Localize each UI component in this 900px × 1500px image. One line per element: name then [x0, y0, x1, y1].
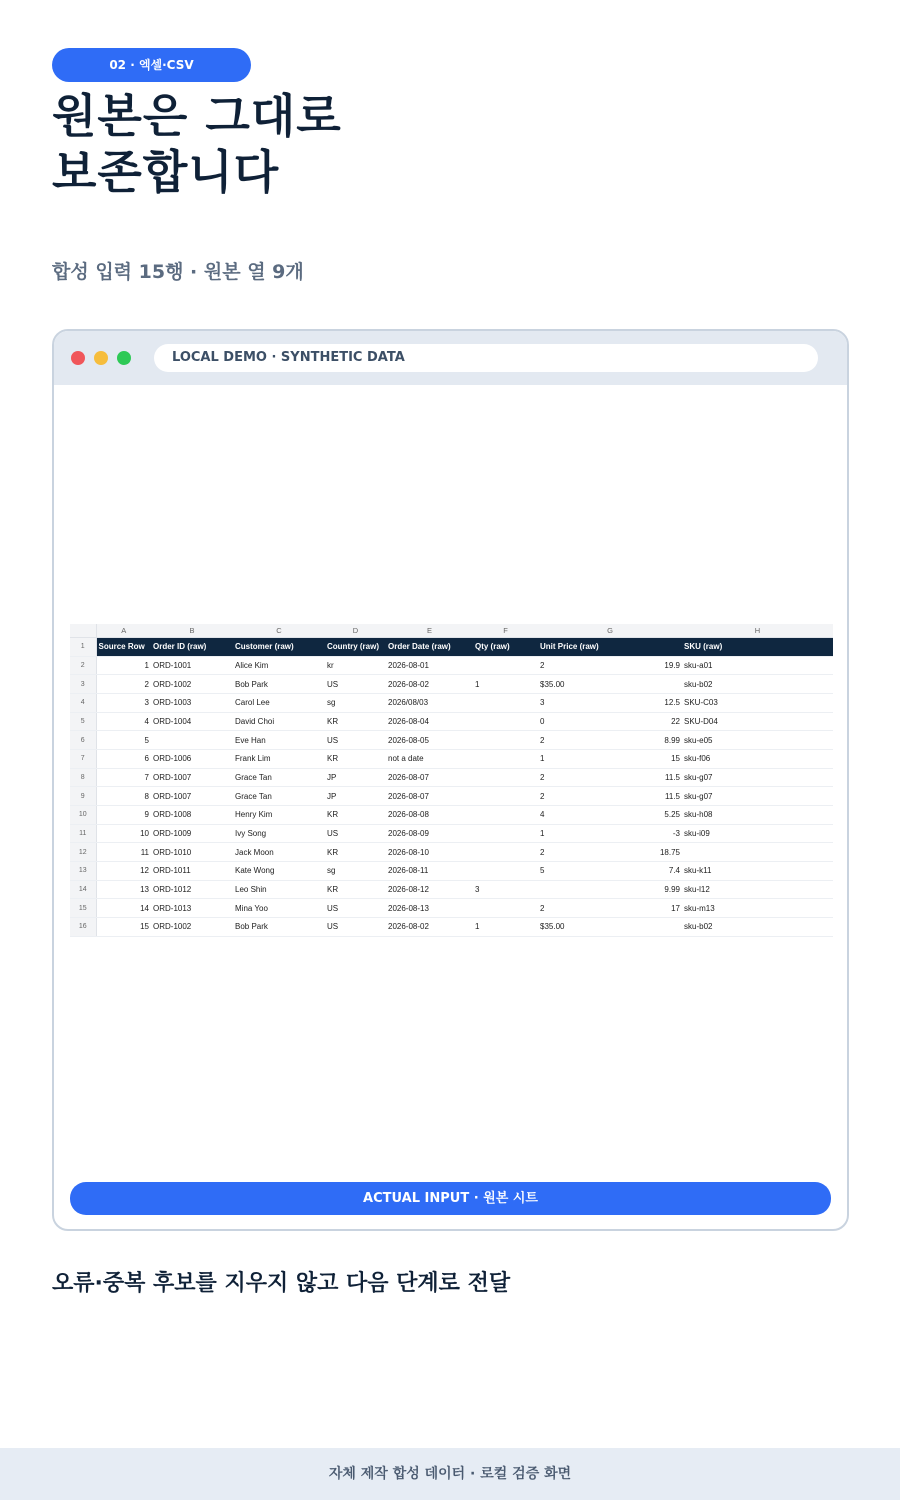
table-cell[interactable]: 12.5 [609, 693, 682, 712]
column-letter-c[interactable]: C [233, 624, 325, 637]
table-cell[interactable]: sg [325, 693, 386, 712]
row-number[interactable]: 3 [70, 675, 96, 694]
table-cell[interactable]: KR [325, 806, 386, 825]
table-cell[interactable]: not a date [386, 749, 473, 768]
table-cell[interactable]: 18.75 [609, 843, 682, 862]
table-cell[interactable]: 17 [609, 899, 682, 918]
table-row [70, 768, 833, 787]
table-cell[interactable]: Alice Kim [233, 656, 325, 675]
table-cell[interactable]: 2 [538, 731, 609, 750]
table-cell[interactable]: Grace Tan [233, 768, 325, 787]
table-cell[interactable]: sku-g07 [682, 768, 833, 787]
table-cell[interactable] [473, 862, 538, 881]
actual-input-button[interactable]: ACTUAL INPUT · 원본 시트 [70, 1182, 831, 1215]
address-bar: LOCAL DEMO · SYNTHETIC DATA [154, 344, 818, 372]
table-cell[interactable]: 2026-08-12 [386, 880, 473, 899]
table-cell[interactable]: US [325, 824, 386, 843]
table-cell[interactable]: 3 [473, 880, 538, 899]
table-cell[interactable]: 5 [96, 731, 151, 750]
table-cell[interactable]: 2 [538, 843, 609, 862]
row-number[interactable]: 7 [70, 749, 96, 768]
table-cell[interactable]: Jack Moon [233, 843, 325, 862]
table-row [70, 824, 833, 843]
table-row [70, 712, 833, 731]
table-cell[interactable]: 1 [538, 749, 609, 768]
table-cell[interactable]: 9.99 [609, 880, 682, 899]
table-cell[interactable]: Kate Wong [233, 862, 325, 881]
title-line-1: 원본은 그대로 [52, 89, 342, 143]
header-cell: Source Row [96, 637, 151, 656]
table-cell[interactable]: sku-l12 [682, 880, 833, 899]
table-cell[interactable]: ORD-1002 [151, 675, 233, 694]
table-cell[interactable]: 14 [96, 899, 151, 918]
table-cell[interactable]: ORD-1007 [151, 768, 233, 787]
table-row [70, 731, 833, 750]
row-number[interactable]: 1 [70, 637, 96, 656]
table-cell[interactable]: 2026-08-01 [386, 656, 473, 675]
page-subtitle: 합성 입력 15행 · 원본 열 9개 [52, 261, 304, 283]
table-cell[interactable]: Henry Kim [233, 806, 325, 825]
table-cell[interactable]: sku-h08 [682, 806, 833, 825]
spreadsheet-table [70, 624, 833, 937]
table-row [70, 899, 833, 918]
table-cell[interactable]: 2 [96, 675, 151, 694]
table-cell[interactable]: 15 [96, 918, 151, 937]
table-cell[interactable]: JP [325, 787, 386, 806]
table-cell[interactable]: ORD-1006 [151, 749, 233, 768]
table-cell[interactable]: 1 [473, 675, 538, 694]
demo-window [52, 329, 849, 1231]
column-letters-row [70, 624, 833, 637]
table-cell[interactable]: Grace Tan [233, 787, 325, 806]
table-cell[interactable]: 22 [609, 712, 682, 731]
table-row [70, 675, 833, 694]
table-cell[interactable]: ORD-1010 [151, 843, 233, 862]
header-row [70, 637, 833, 656]
footer-bar: 자체 제작 합성 데이터 · 로컬 검증 화면 [0, 1448, 900, 1500]
table-cell[interactable]: sg [325, 862, 386, 881]
table-cell[interactable]: 5 [538, 862, 609, 881]
table-cell[interactable]: 11 [96, 843, 151, 862]
table-cell[interactable]: sku-m13 [682, 899, 833, 918]
header-cell: Customer (raw) [233, 637, 325, 656]
header-cell: SKU (raw) [682, 637, 833, 656]
row-number[interactable]: 12 [70, 843, 96, 862]
table-cell[interactable]: 2026-08-05 [386, 731, 473, 750]
table-cell[interactable] [473, 656, 538, 675]
table-cell[interactable]: US [325, 731, 386, 750]
table-cell[interactable]: ORD-1002 [151, 918, 233, 937]
table-cell[interactable]: 2026-08-02 [386, 918, 473, 937]
table-cell[interactable]: 15 [609, 749, 682, 768]
table-cell[interactable] [151, 731, 233, 750]
table-cell[interactable]: Bob Park [233, 918, 325, 937]
table-cell[interactable]: 3 [538, 693, 609, 712]
table-cell[interactable]: ORD-1011 [151, 862, 233, 881]
row-number[interactable]: 15 [70, 899, 96, 918]
table-cell[interactable]: 8 [96, 787, 151, 806]
table-cell[interactable]: 4 [96, 712, 151, 731]
table-cell[interactable] [473, 787, 538, 806]
table-cell[interactable]: 2026-08-10 [386, 843, 473, 862]
table-cell[interactable]: 11.5 [609, 787, 682, 806]
table-cell[interactable]: 13 [96, 880, 151, 899]
table-cell[interactable]: 5.25 [609, 806, 682, 825]
table-row [70, 656, 833, 675]
table-cell[interactable]: 11.5 [609, 768, 682, 787]
table-cell[interactable]: sku-a01 [682, 656, 833, 675]
row-number[interactable]: 5 [70, 712, 96, 731]
table-cell[interactable] [609, 918, 682, 937]
table-cell[interactable]: ORD-1004 [151, 712, 233, 731]
table-cell[interactable]: US [325, 675, 386, 694]
minimize-dot-icon[interactable] [94, 351, 108, 365]
table-cell[interactable]: sku-b02 [682, 918, 833, 937]
table-cell[interactable]: 2026/08/03 [386, 693, 473, 712]
table-cell[interactable]: 19.9 [609, 656, 682, 675]
table-cell[interactable]: SKU-C03 [682, 693, 833, 712]
table-row [70, 918, 833, 937]
row-number[interactable]: 4 [70, 693, 96, 712]
table-cell[interactable]: ORD-1003 [151, 693, 233, 712]
table-cell[interactable] [473, 806, 538, 825]
row-number[interactable]: 9 [70, 787, 96, 806]
page-title [52, 88, 652, 200]
header-cell: Country (raw) [325, 637, 386, 656]
table-row [70, 806, 833, 825]
table-cell[interactable]: US [325, 918, 386, 937]
table-cell[interactable]: sku-e05 [682, 731, 833, 750]
table-cell[interactable]: $35.00 [538, 918, 609, 937]
header-cell: Order Date (raw) [386, 637, 473, 656]
table-cell[interactable]: ORD-1007 [151, 787, 233, 806]
table-cell[interactable] [473, 824, 538, 843]
table-cell[interactable]: JP [325, 768, 386, 787]
table-row [70, 787, 833, 806]
table-cell[interactable]: ORD-1009 [151, 824, 233, 843]
header-cell: Order ID (raw) [151, 637, 233, 656]
table-cell[interactable]: 9 [96, 806, 151, 825]
table-cell[interactable]: 6 [96, 749, 151, 768]
table-cell[interactable]: 1 [96, 656, 151, 675]
table-cell[interactable]: 2026-08-11 [386, 862, 473, 881]
window-titlebar [54, 331, 847, 385]
corner-cell[interactable] [70, 624, 96, 637]
table-cell[interactable] [473, 749, 538, 768]
row-number[interactable]: 13 [70, 862, 96, 881]
column-letter-e[interactable]: E [386, 624, 473, 637]
table-cell[interactable]: 8.99 [609, 731, 682, 750]
table-cell[interactable]: Carol Lee [233, 693, 325, 712]
header-cell: Unit Price (raw) [538, 637, 682, 656]
table-cell[interactable]: 0 [538, 712, 609, 731]
table-cell[interactable]: ORD-1013 [151, 899, 233, 918]
table-cell[interactable]: 1 [473, 918, 538, 937]
row-number[interactable]: 2 [70, 656, 96, 675]
table-cell[interactable]: 2026-08-09 [386, 824, 473, 843]
table-cell[interactable]: Eve Han [233, 731, 325, 750]
table-cell[interactable]: 2 [538, 656, 609, 675]
table-cell[interactable]: sku-f06 [682, 749, 833, 768]
table-cell[interactable]: ORD-1008 [151, 806, 233, 825]
close-dot-icon[interactable] [71, 351, 85, 365]
table-cell[interactable]: KR [325, 880, 386, 899]
row-number[interactable]: 16 [70, 918, 96, 937]
table-cell[interactable]: 2 [538, 899, 609, 918]
table-cell[interactable]: Ivy Song [233, 824, 325, 843]
table-cell[interactable] [473, 768, 538, 787]
table-cell[interactable]: 2026-08-08 [386, 806, 473, 825]
table-cell[interactable]: 2026-08-04 [386, 712, 473, 731]
row-number[interactable]: 8 [70, 768, 96, 787]
column-letter-g[interactable]: G [538, 624, 682, 637]
table-cell[interactable]: SKU-D04 [682, 712, 833, 731]
table-cell[interactable]: US [325, 899, 386, 918]
table-cell[interactable]: ORD-1012 [151, 880, 233, 899]
header-cell: Qty (raw) [473, 637, 538, 656]
table-cell[interactable] [473, 712, 538, 731]
table-cell[interactable]: 2026-08-07 [386, 768, 473, 787]
table-cell[interactable]: 2026-08-02 [386, 675, 473, 694]
table-cell[interactable]: Leo Shin [233, 880, 325, 899]
table-cell[interactable]: David Choi [233, 712, 325, 731]
column-letter-d[interactable]: D [325, 624, 386, 637]
table-cell[interactable]: KR [325, 749, 386, 768]
table-cell[interactable]: $35.00 [538, 675, 609, 694]
table-cell[interactable]: sku-g07 [682, 787, 833, 806]
table-cell[interactable]: 3 [96, 693, 151, 712]
maximize-dot-icon[interactable] [117, 351, 131, 365]
table-row [70, 843, 833, 862]
row-number[interactable]: 10 [70, 806, 96, 825]
caption-text: 오류·중복 후보를 지우지 않고 다음 단계로 전달 [52, 1271, 511, 1296]
table-cell[interactable] [538, 880, 609, 899]
table-cell[interactable]: sku-b02 [682, 675, 833, 694]
column-letter-f[interactable]: F [473, 624, 538, 637]
table-cell[interactable]: 4 [538, 806, 609, 825]
spreadsheet [70, 624, 833, 937]
table-cell[interactable]: 2 [538, 787, 609, 806]
table-cell[interactable]: -3 [609, 824, 682, 843]
table-cell[interactable]: Frank Lim [233, 749, 325, 768]
column-letter-b[interactable]: B [151, 624, 233, 637]
row-number[interactable]: 14 [70, 880, 96, 899]
table-cell[interactable]: 12 [96, 862, 151, 881]
table-cell[interactable]: sku-k11 [682, 862, 833, 881]
table-cell[interactable]: sku-i09 [682, 824, 833, 843]
table-cell[interactable]: 2 [538, 768, 609, 787]
table-cell[interactable]: 1 [538, 824, 609, 843]
table-cell[interactable]: 7 [96, 768, 151, 787]
table-cell[interactable] [609, 675, 682, 694]
table-row [70, 880, 833, 899]
table-cell[interactable]: 2026-08-07 [386, 787, 473, 806]
table-cell[interactable]: 7.4 [609, 862, 682, 881]
column-letter-h[interactable]: H [682, 624, 833, 637]
table-row [70, 749, 833, 768]
table-cell[interactable]: kr [325, 656, 386, 675]
table-row [70, 693, 833, 712]
table-cell[interactable]: KR [325, 843, 386, 862]
table-cell[interactable] [473, 899, 538, 918]
table-row [70, 862, 833, 881]
table-cell[interactable]: 2026-08-13 [386, 899, 473, 918]
row-number[interactable]: 11 [70, 824, 96, 843]
table-cell[interactable] [473, 843, 538, 862]
table-cell[interactable]: ORD-1001 [151, 656, 233, 675]
table-cell[interactable] [473, 731, 538, 750]
table-cell[interactable] [682, 843, 833, 862]
column-letter-a[interactable]: A [96, 624, 151, 637]
table-cell[interactable]: 10 [96, 824, 151, 843]
table-cell[interactable] [473, 693, 538, 712]
section-badge: 02 · 엑셀·CSV [52, 48, 251, 82]
row-number[interactable]: 6 [70, 731, 96, 750]
table-cell[interactable]: Bob Park [233, 675, 325, 694]
title-line-2: 보존합니다 [52, 145, 280, 199]
table-cell[interactable]: KR [325, 712, 386, 731]
table-cell[interactable]: Mina Yoo [233, 899, 325, 918]
